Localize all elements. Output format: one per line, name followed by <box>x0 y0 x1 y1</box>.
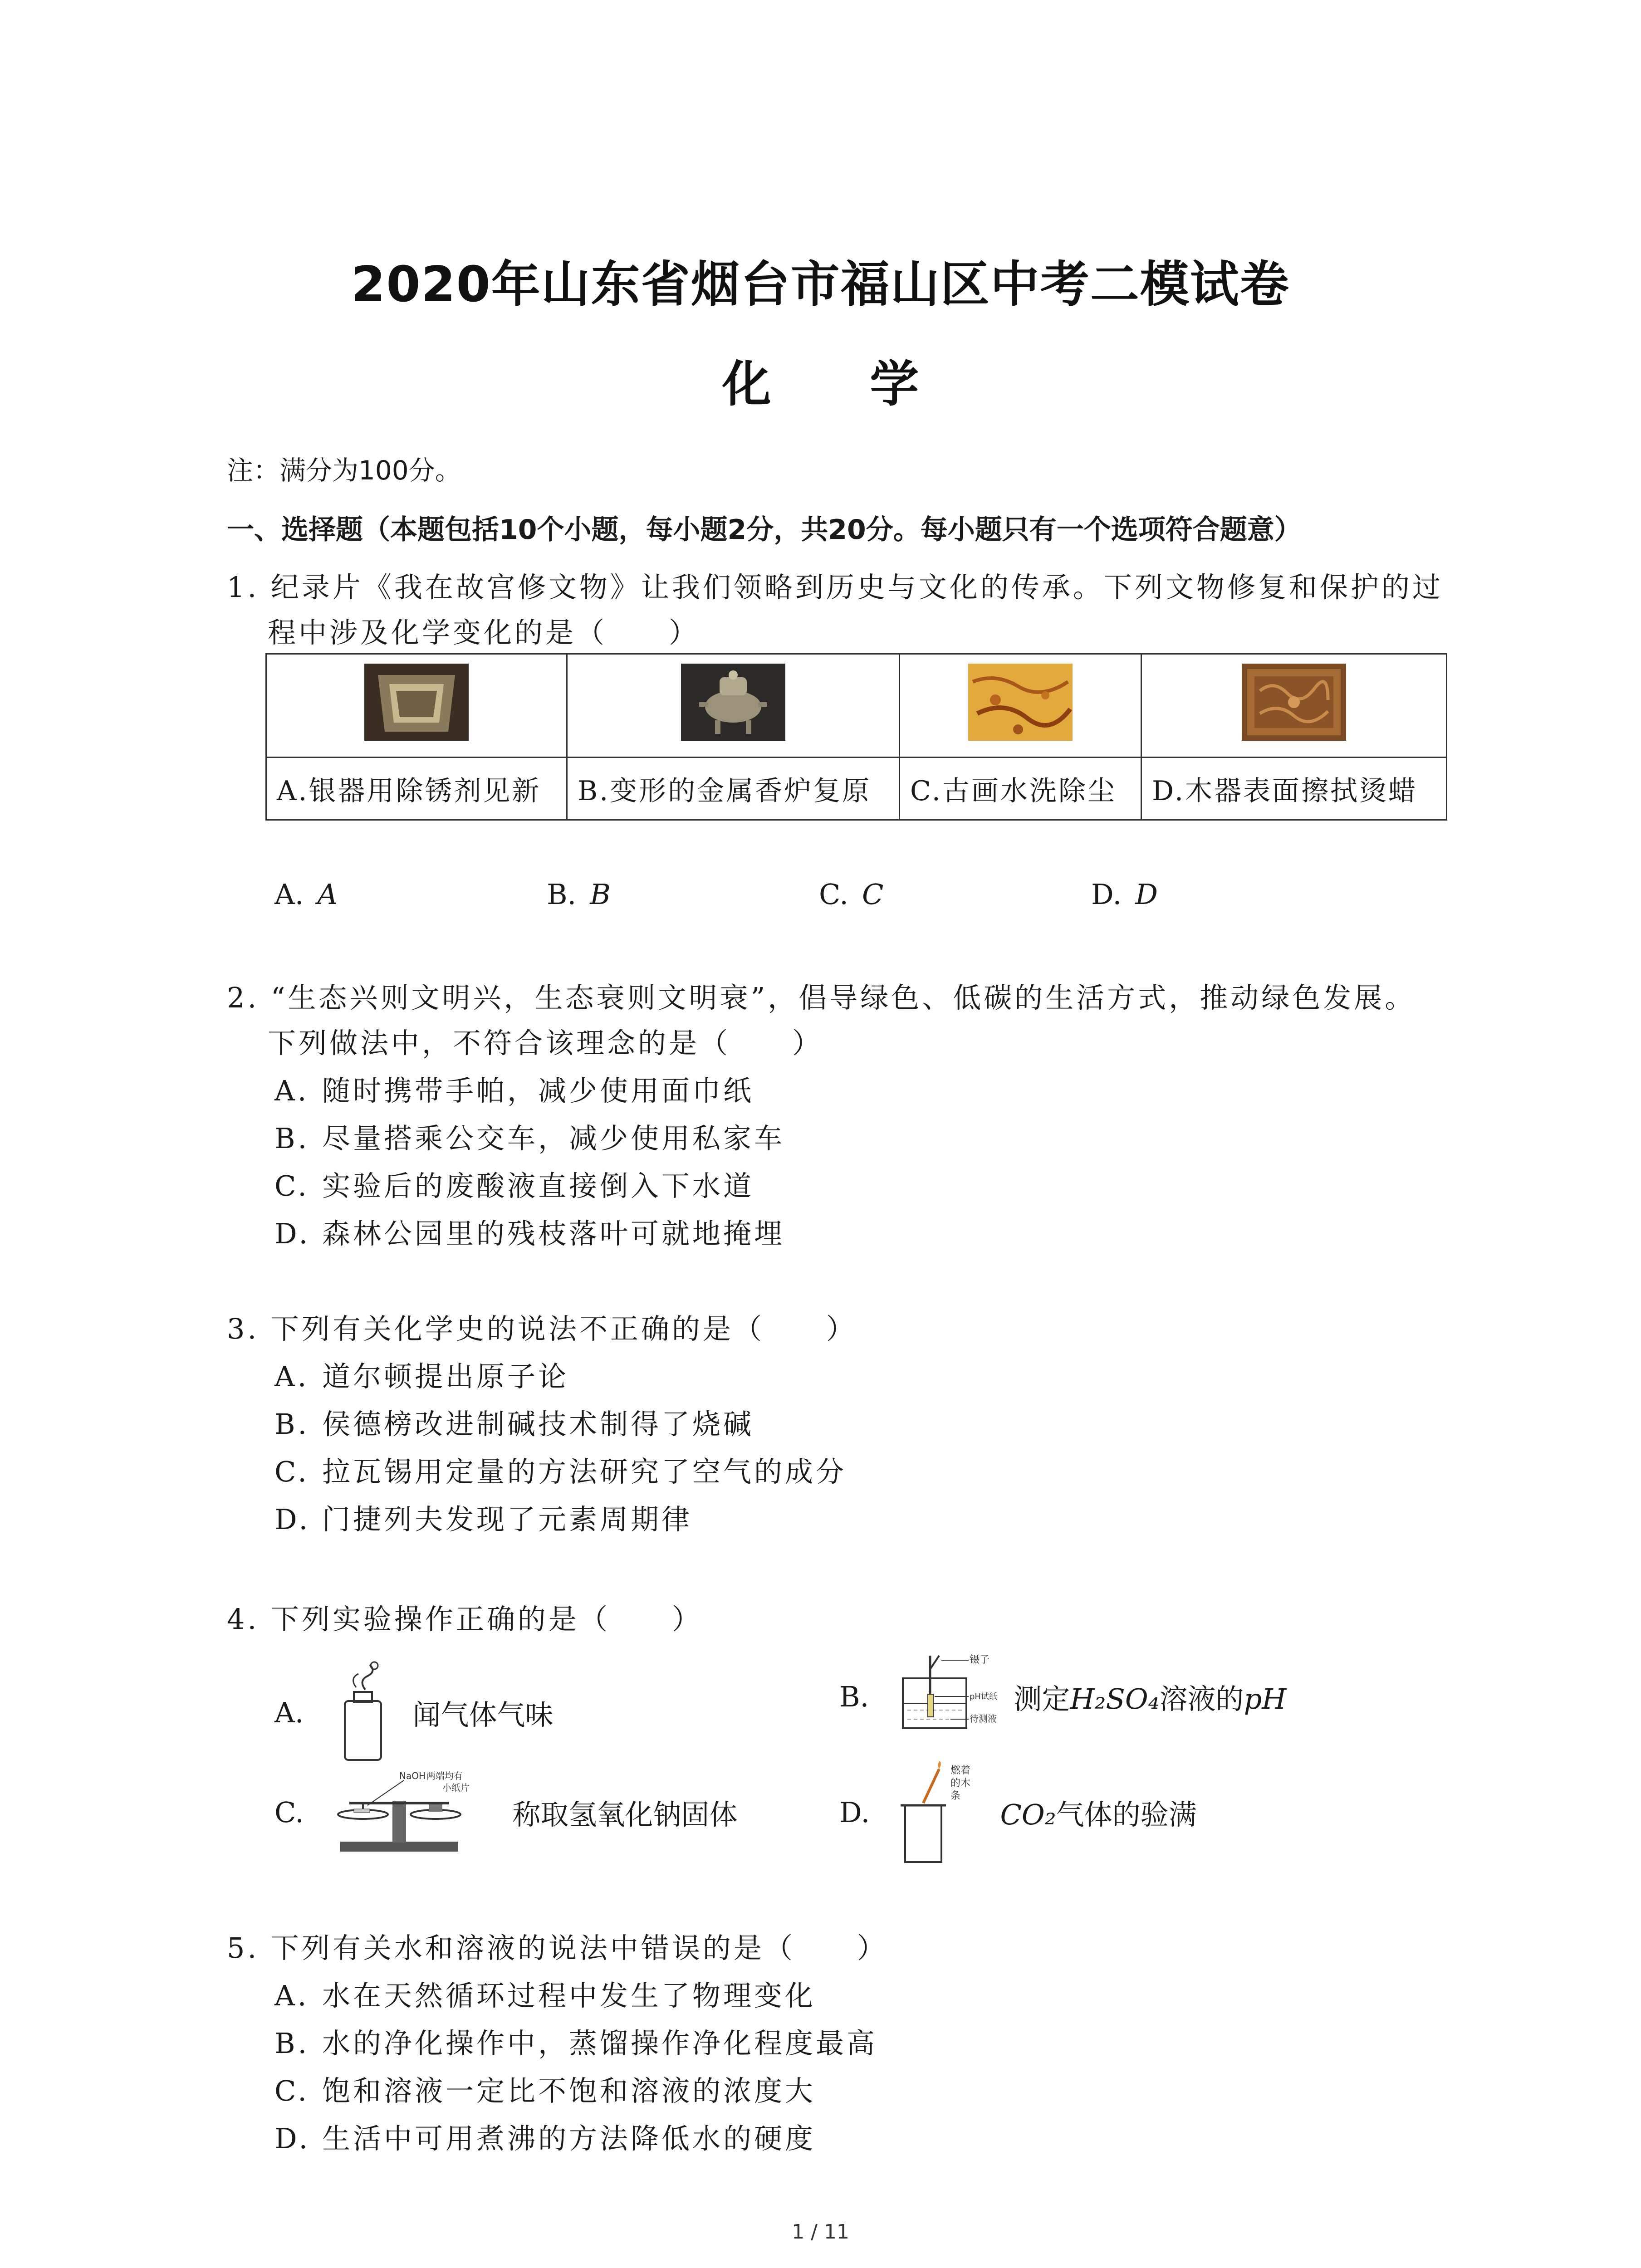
q1-option-c: C. C <box>819 878 884 911</box>
q1-relics-table <box>265 653 1447 821</box>
ph-caption: 测定H₂SO₄溶液的pH <box>1014 1682 1287 1716</box>
q5-option-d: D. 生活中可用煮沸的方法降低水的硬度 <box>274 2122 816 2155</box>
co2-caption: CO₂气体的验满 <box>1000 1798 1197 1831</box>
ancient-painting-image <box>968 664 1073 741</box>
q2-option-b: B. 尽量搭乘公交车，减少使用私家车 <box>274 1122 785 1155</box>
balance-figure <box>331 1769 499 1855</box>
ph-paper-label: pH试纸 <box>969 1692 997 1701</box>
section-heading: 一、选择题（本题包括10个小题，每小题2分，共20分。每小题只有一个选项符合题意） <box>227 514 1302 546</box>
silver-vessel-image <box>364 664 469 741</box>
relic-image-cell <box>1141 654 1447 758</box>
naoh-label: NaOH <box>399 1770 426 1781</box>
stick-label: 条 <box>950 1790 960 1802</box>
test-liquid-label: 待测液 <box>969 1713 997 1724</box>
page-number: 1 / 11 <box>792 2220 849 2244</box>
relic-image-cell <box>567 654 900 758</box>
q5-option-b: B. 水的净化操作中，蒸馏操作净化程度最高 <box>274 2027 878 2060</box>
relic-image-cell <box>266 654 567 758</box>
relic-caption: C.古画水洗除尘 <box>900 758 1141 820</box>
q3-option-c: C. 拉瓦锡用定量的方法研究了空气的成分 <box>274 1455 847 1488</box>
relic-caption: B.变形的金属香炉复原 <box>567 758 900 820</box>
q3-option-d: D. 门捷列夫发现了元素周期律 <box>274 1503 693 1536</box>
exam-title: 2020年山东省烟台市福山区中考二模试卷 <box>351 256 1290 313</box>
relic-caption: D.木器表面擦拭烫蜡 <box>1141 758 1447 820</box>
q2-option-a: A. 随时携带手帕，减少使用面巾纸 <box>274 1074 754 1107</box>
wooden-carving-image <box>1242 664 1346 741</box>
q1-stem-line1: 1. 纪录片《我在故宫修文物》让我们领略到历史与文化的传承。下列文物修复和保护的过 <box>227 571 1443 604</box>
q5-stem: 5. 下列有关水和溶液的说法中错误的是（ ） <box>227 1931 888 1965</box>
wood-label: 的木 <box>950 1778 970 1789</box>
q4-option-b: B. 镊子 pH试纸 待测液 测定H₂SO₄溶液的pH <box>839 1651 1286 1742</box>
paper-slip-label: 小纸片 <box>442 1782 470 1793</box>
relic-caption: A.银器用除锈剂见新 <box>266 758 567 820</box>
score-note: 注：满分为100分。 <box>227 455 461 486</box>
both-ends-label: 两端均有 <box>426 1770 463 1781</box>
q4-stem: 4. 下列实验操作正确的是（ ） <box>227 1603 703 1636</box>
q4-option-d: D. 燃着 的木 条 CO₂气体的验满 <box>839 1760 1197 1864</box>
q2-stem-line1: 2. “生态兴则文明兴，生态衰则文明衰”，倡导绿色、低碳的生活方式，推动绿色发展。 <box>227 981 1416 1014</box>
q5-option-a: A. 水在天然循环过程中发生了物理变化 <box>274 1979 816 2012</box>
q1-option-b: B. B <box>547 878 611 911</box>
q1-stem-line2: 程中涉及化学变化的是（ ） <box>268 616 700 649</box>
burning-label: 燃着 <box>950 1765 970 1776</box>
tweezers-label: 镊子 <box>969 1654 989 1666</box>
q3-option-b: B. 侯德榜改进制碱技术制得了烧碱 <box>274 1408 754 1441</box>
co2-test-figure <box>896 1760 987 1864</box>
q1-option-d: D. D <box>1091 878 1158 911</box>
ph-test-figure <box>896 1651 1000 1742</box>
subject-title: 化 学 <box>722 356 960 413</box>
q3-option-a: A. 道尔顿提出原子论 <box>274 1360 569 1393</box>
q4-option-c: C. NaOH 两端均有 小纸片 称取氢氧化钠固体 <box>274 1769 737 1855</box>
q2-option-d: D. 森林公园里的残枝落叶可就地掩埋 <box>274 1217 785 1250</box>
q2-stem-line2: 下列做法中，不符合该理念的是（ ） <box>268 1026 823 1060</box>
relic-image-cell <box>900 654 1141 758</box>
q2-option-c: C. 实验后的废酸液直接倒入下水道 <box>274 1169 754 1202</box>
incense-burner-image <box>681 664 785 741</box>
q3-stem: 3. 下列有关化学史的说法不正确的是（ ） <box>227 1312 857 1345</box>
smell-gas-figure <box>331 1660 399 1765</box>
q4-option-a: A. 闻气体气味 <box>274 1660 553 1765</box>
q1-option-a: A. A <box>274 878 338 911</box>
q5-option-c: C. 饱和溶液一定比不饱和溶液的浓度大 <box>274 2074 816 2107</box>
